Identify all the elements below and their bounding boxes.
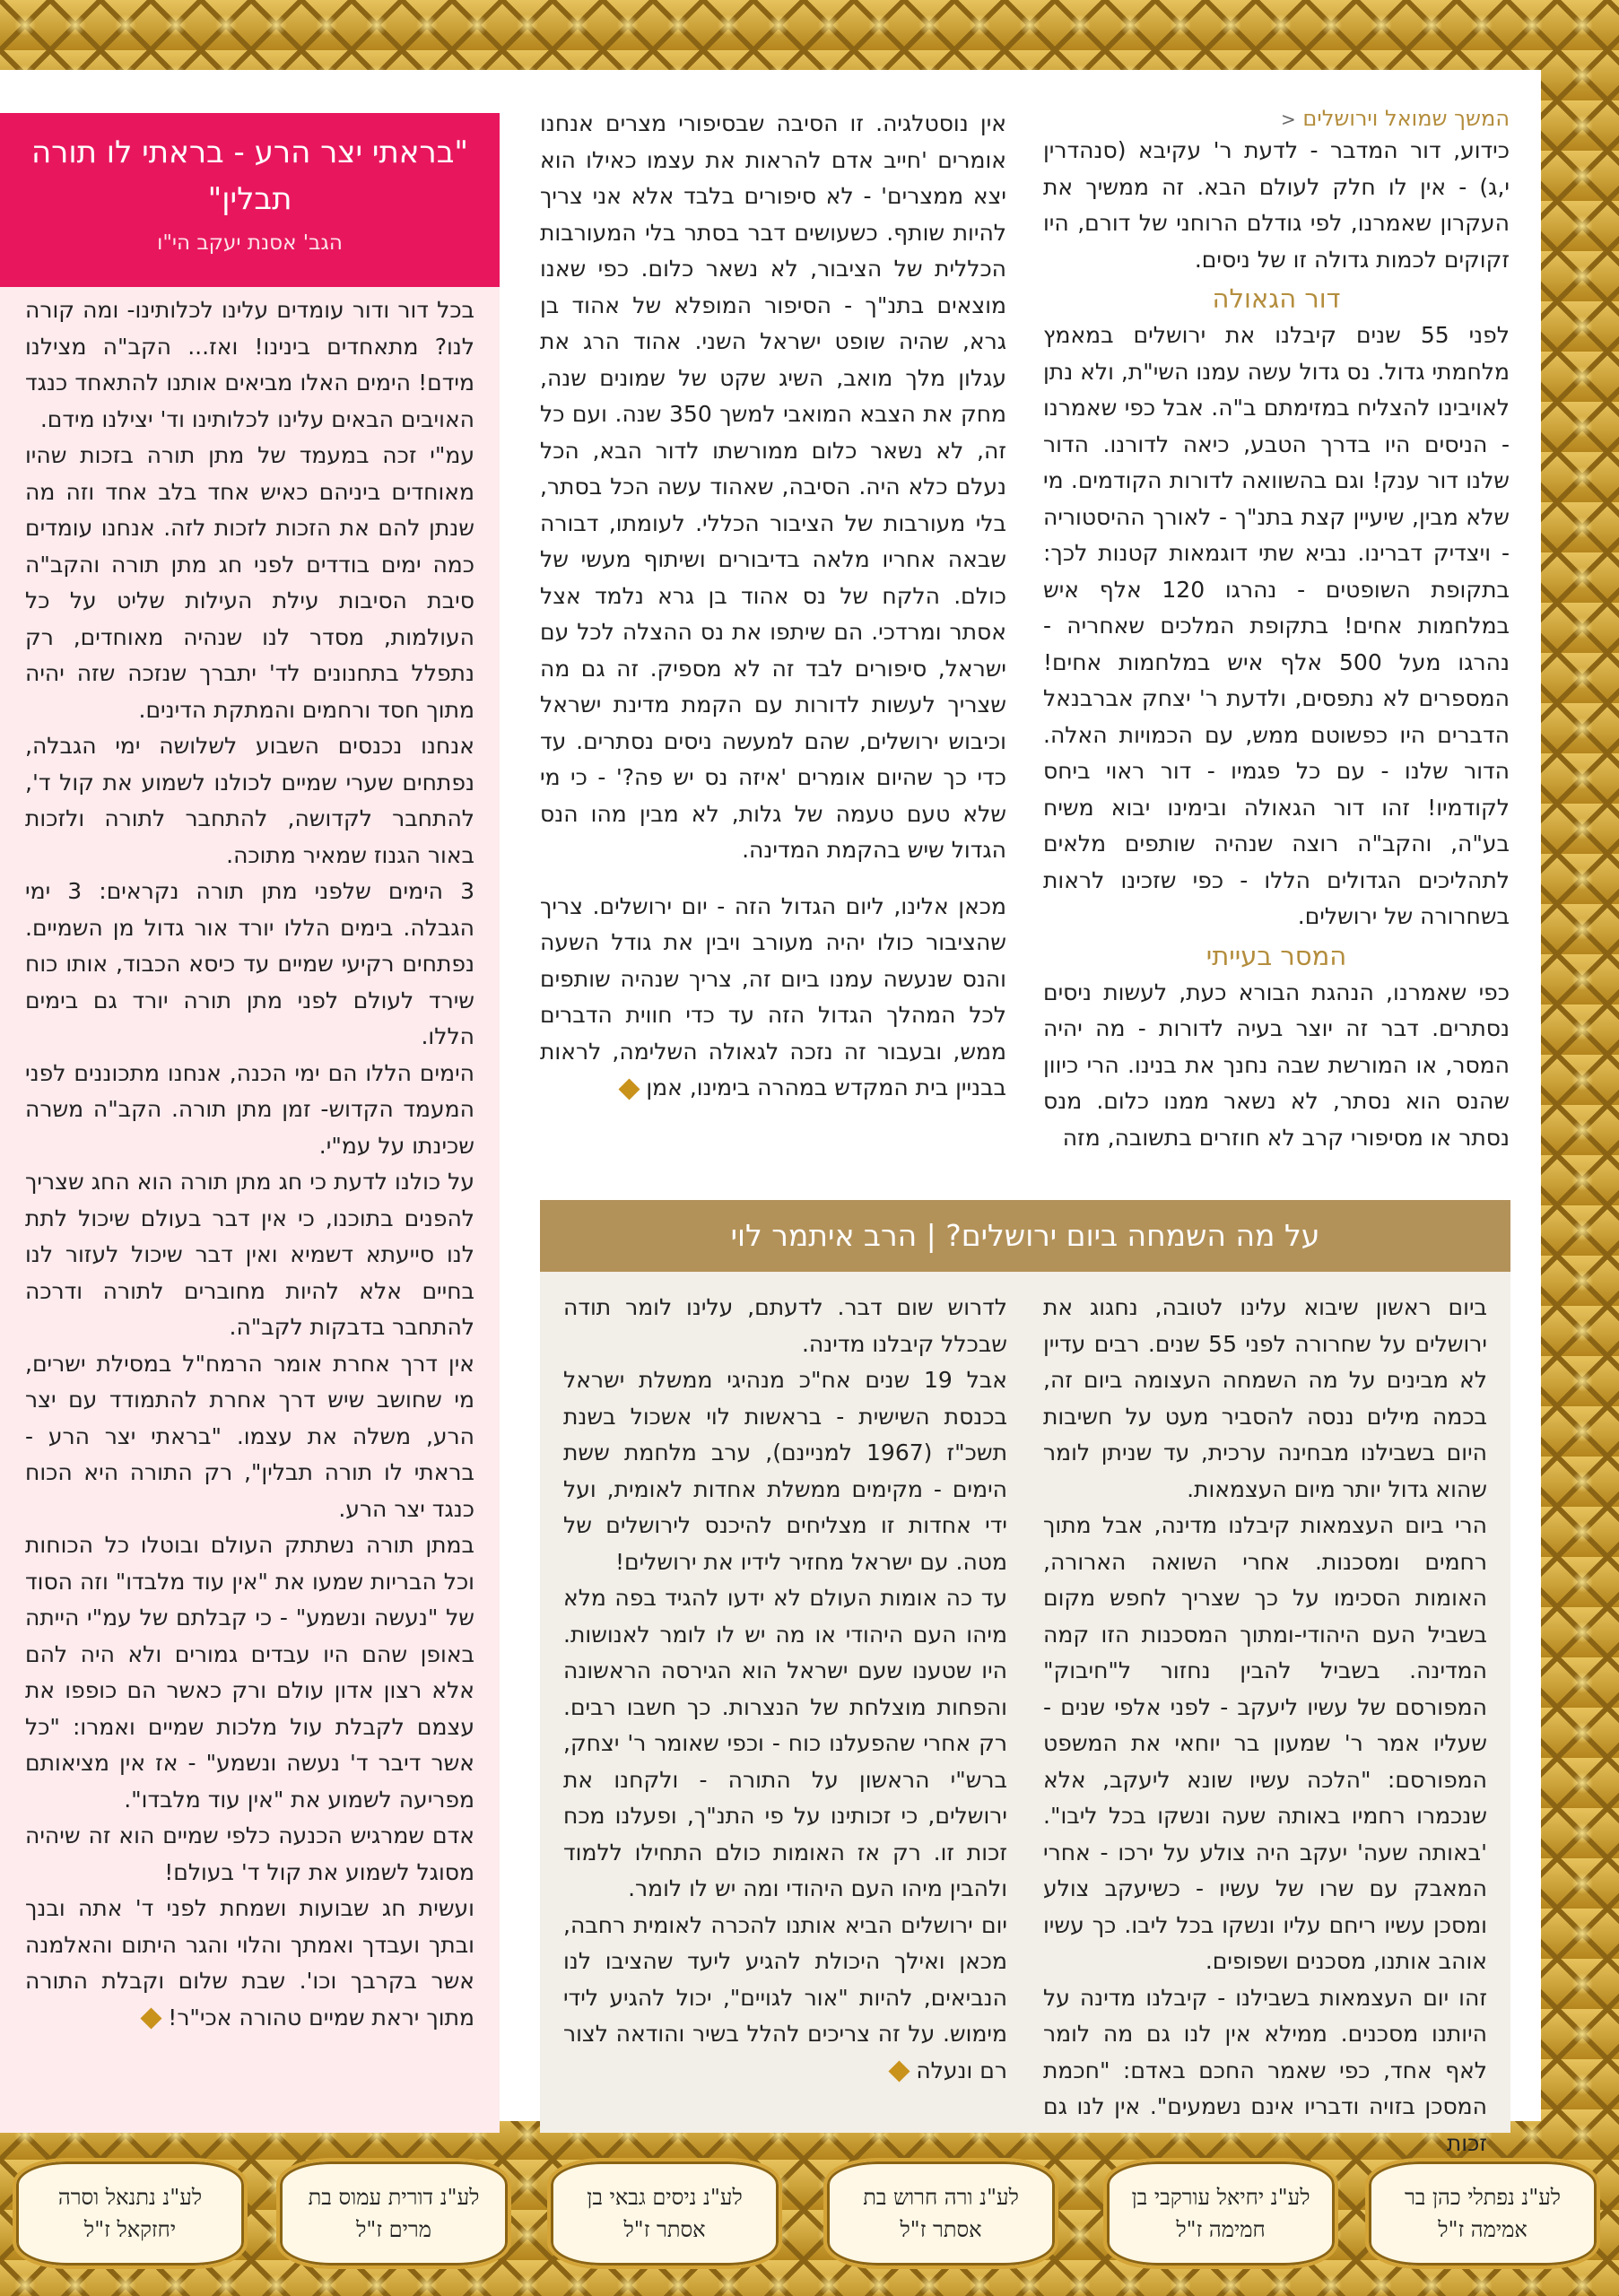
box-paragraph: ביום ראשון שיבוא עלינו לטובה, נחגוג את ירושלים על שחרורה לפני 55 שנים. רבים עדיין לא מבינים על מה השמחה העצומה ביום זה, בכמה מילים ננסה להסביר מעט על חשיבות היום בשבילנו מבחינה ערכית, עד שניתן לומר שהוא גדול יותר מיום העצמאות. הרי ביום העצמאות קיבלנו מדינה, אבל מתוך רחמים ומסכנות. אחרי השואה הארורה, האומות הסכימו על כך שצריך לחפש מקום בשביל העם היהודי-ומתוך המסכנות הזו קמה המדינה. בשביל להבין נחזור ל"חיבוק" המפורסם של עשיו ליעקב - לפני אלפי שנים - שעליו אמר ר' שמעון בר יוחאי את המשפט המפורסם: "הלכה עשיו שונא ליעקב, אלא שנכמרו רחמיו באותה שעה ונשקו בכל ליבו". 'באותה שעה' יעקב היה צולע על ירכו - אחרי המאבק עם שרו של עשיו - כשיעקב צולע ומסכן עשיו ריחם עליו ונשקו בכל ליבו. כך עשיו אוהב אותנו, מסכנים ושפופים. זהו יום העצמאות בשבילנו - קיבלנו מדינה על היותנו מסכנים. ממילא אין לנו גם מה לומר לאף אחד, כפי שאמר החכם באדם: "חכמת המסכן בזויה ודבריו אינם נשמעים". אין לנו גם זכות: [1043, 1294, 1487, 2156]
continued-label: [1043, 106, 1510, 131]
article-paragraph: כפי שאמרנו, הנהגת הבורא כעת, לעשות ניסים נסתרים. דבר זה יוצר בעיה לדורות - מה יהיה המסר, או המורשת שבה נחנך את בנינו. הרי כיוון שהנס הוא נסתר, לא נשאר ממנו כלום. מנס נסתר או מסיפורי קרב לא חוזרים בתשובה, מזה: [1043, 978, 1510, 1151]
memorial-plaque: לע"נ ניסים גבאי בן אסתר ז"ל: [547, 2158, 782, 2269]
box-article: [540, 1200, 1510, 2156]
memorial-plaque: לע"נ נתנאל וסרה יחזקאל ז"ל: [13, 2158, 248, 2269]
middle-column: [540, 106, 1006, 1107]
box-right-column: [1043, 1290, 1487, 2161]
section-heading: המסר בעייתי: [1206, 940, 1347, 971]
left-article-body-wrap: [25, 292, 474, 2036]
box-left-column: [563, 1290, 1007, 2089]
memorial-plaque: לע"נ ורה חרוש בת אסתר ז"ל: [823, 2158, 1058, 2269]
continued-arrow: <: [1281, 109, 1296, 130]
end-diamond-icon: [619, 1078, 640, 1100]
end-diamond-icon: [889, 2060, 910, 2082]
memorial-plaque: לע"נ נפתלי כהן בר אמימה ז"ל: [1365, 2158, 1600, 2269]
left-article-panel: [0, 113, 500, 2133]
end-diamond-icon: [141, 2007, 162, 2029]
article-paragraph: כידוע, דור המדבר - לדעת ר' עקיבא (סנהדרין י,ג) - אין לו חלק לעולם הבא. זה ממשיך את העקרון שאמרנו, לפי גודלם הרוחני של דורם, היו זקוקים לכמות גדולה זו של ניסים.: [1043, 137, 1510, 273]
article-paragraph: [540, 889, 1006, 1107]
memorial-plaque: לע"נ יחיאל עורקבי בן חמימה ז"ל: [1103, 2158, 1338, 2269]
continued-text: המשך שמואל וירושלים: [1302, 106, 1510, 131]
box-article-title: על מה השמחה ביום ירושלים? | הרב איתמר לוי: [540, 1200, 1510, 1272]
memorial-plaque: לע"נ דורית עמוס בת מרים ז"ל: [276, 2158, 511, 2269]
memorial-footer: [0, 2126, 1619, 2296]
article-paragraph: לפני 55 שנים קיבלנו את ירושלים במאמץ מלחמתי גדול. נס גדול עשה עמנו השי"ת, ולא נתן לאויבינו להצליח במזימתם ב"ה. אבל כפי שאמרנו - הניסים היו בדרך הטבע, כיאה לדורנו. הדור שלנו דור ענק! וגם בהשוואה לדורות הקודמים. מי שלא מבין, שיעיין קצת בתנ"ך - לאורך ההיסטוריה - ויצדיק דברינו. נביא שתי דוגמאות קטנות לכך: בתקופת השופטים - נהרגו 120 אלף איש במלחמות אחים! בתקופת המלכים שאחריה - נהרגו מעל 500 אלף איש במלחמות אחים! המספרים לא נתפסים, ולדעת ר' יצחק אברבנאל הדברים היו כפשוטם ממש, עם הכמויות האלה. הדור שלנו - עם כל פגמיו - דור ראוי ביחס לקודמיו! זהו דור הגאולה ובימינו יבוא משיח בע"ה, והקב"ה רוצה שנהיה שותפים מלאים לתהליכים הגדולים הללו - כפי שזכינו לראות בשחרורה של ירושלים.: [1043, 322, 1510, 929]
section-heading: דור הגאולה: [1212, 283, 1341, 314]
article-paragraph: אין נוסטלגיה. זו הסיבה שבסיפורי מצרים אנחנו אומרים 'חייב אדם להראות את עצמו כאילו הוא יצא ממצרים' - לא סיפורים בלבד אלא אני צריך להיות שותף. כשעושים דבר בסתר בלי המעורבות הכללית של הציבור, לא נשאר כלום. כפי שאנו מוצאים בתנ"ך - הסיפור המופלא של אהוד בן גרא, שהיה שופט ישראל השני. אהוד הרג את עגלון מלך מואב, השיג שקט של שמונים שנה, מחק את הצבא המואבי למשך 350 שנה. ועם כל זה, לא נשאר כלום ממורשתו לדור הבא, הכל נעלם כלא היה. הסיבה, שאהוד עשה הכל בסתר, בלי מעורבות של הציבור הכללי. לעומתו, דבורה שבאה אחריו מלאה בדיבורים ושיתוף מעשי של כולם. הלקח של נס אהוד בן גרא נלמד אצל אסתר ומרדכי. הם שיתפו את נס ההצלה לכל עם ישראל, סיפורים לבד זה לא מספיק. זה גם מה שצריך לעשות לדורות עם הקמת מדינת ישראל וכיבוש ירושלים, שהם למעשה ניסים נסתרים. עד כדי כך שהיום אומרים 'איזה נס יש פה?' - כי מי שלא טעם טעמה של גלות, לא מבין מהו הנס הגדול שיש בהקמת המדינה.: [540, 110, 1007, 863]
left-article-body: [25, 292, 474, 2036]
right-column: [1043, 106, 1510, 1156]
left-article-author: הגב' אסנת יעקב הי"ו: [157, 231, 343, 255]
box-left-text: לדרוש שום דבר. לדעתם, עלינו לומר תודה שבכלל קיבלנו מדינה. אבל 19 שנים אח"כ מנהיגי ממשלת ישראל בכנסת השישית - בראשות לוי אשכול בשנת תשכ"ז (1967 למניינם), ערב מלחמת ששת הימים - מקימים ממשלת אחדות לאומית, ועל ידי אחדות זו מצליחים להיכנס לירושלים של מטה. עם ישראל מחזיר לידיו את ירושלים! עד כה אומות העולם לא ידעו להגיד בפה מלא מיהו העם היהודי או מה יש לו לומר לאנושות. היו שטענו שעם ישראל הוא הגירסה הראשונה והפחות מוצלחת של הנצרות. כך חשבו רבים. רק אחרי שהפעלנו כוח - וכפי שאומר ר' יצחק, ברש"י הראשון על התורה - ולקחנו את ירושלים, כי זכותינו על פי התנ"ך, ופעלנו מכח זכות זו. רק אז האומות כולם התחילו ללמוד ולהבין מיהו העם היהודי ומה יש לו לומר. יום ירושלים הביא אותנו להכרה לאומית רחבה, מכאן ואילך היכולת להגיע ליעד שהציבו לנו הנביאים, להיות "אור לגויים", יכול להגיע לידי מימוש. על זה צריכים להלל בשיר והודאה לצור רם ונעלה: [563, 1294, 1008, 2083]
left-article-title: "בראתי יצר הרע - בראתי לו תורה תבלין": [30, 135, 469, 217]
page: [0, 70, 1541, 2156]
left-article-header: [0, 113, 500, 287]
left-article-text: בכל דור ודור עומדים עלינו לכלותינו- ומה קורה לנו? מתאחדים בינינו! ואז... הקב"ה מצילנו מידם! הימים האלו מביאים אותנו להתאחד כנגד האויבים הבאים עלינו לכלותינו וד' יצילנו מידם. עמ"י זכה במעמד של מתן תורה בזכות שהיו מאוחדים ביניהם כאיש אחד בלב אחד וזה מה שנתן להם את הזכות לזכות לזה. אנחנו עומדים כמה ימים בודדים לפני חג מתן תורה והקב"ה סיבת הסיבות עילת העילות שליט על כל העולמות, מסדר לנו שנהיה מאוחדים, רק נתפלל בתחנונים לד' יתברך שנזכה שזה יהיה מתוך חסד ורחמים והמתקת הדינים. אנחנו נכנסים השבוע לשלושה ימי הגבלה, נפתחים שערי שמיים לכולנו לשמוע את קול ד', להתחבר לקדושה, להתחבר לתורה ולזכות באור הגנוז שמאיר מתוכה. 3 הימים שלפני מתן תורה נקראים: 3 ימי הגבלה. בימים הללו יורד אור גדול מן השמיים. נפתחים רקיעי שמיים עד כיסא הכבוד, אותו כוח שירד לעולם לפני מתן תורה יורד גם בימים הללו. הימים הללו הם ימי הכנה, אנחנו מתכוננים לפני המעמד הקדוש- זמן מתן תורה. הקב"ה משרה שכינתו על עמ"י. על כולנו לדעת כי חג מתן תורה הוא החג שצריך להפנים בתוכנו, כי אין דבר בעולם שיכול לתת לנו סייעתא דשמיא ואין דבר שיכול לעזור לנו בחיים אלא להיות מחוברים לתורה ודרכה להתחבר בדבקות לקב"ה. אין דרך אחרת אומר הרמח"ל במסילת ישרים, מי שחושב שיש דרך אחרת להתמודד עם יצר הרע, משלה את עצמו. "בראתי יצר הרע - בראתי לו תורה תבלין", רק התורה היא הכוח כנגד יצר הרע. במתן תורה נשתתק העולם ובוטלו כל הכוחות וכל הבריות שמעו את "אין עוד מלבדו" וזה הסוד של "נעשה ונשמע" - כי קבלתם של עמ"י הייתה באופן שהם היו עבדים גמורים ולא היה להם אלא רצון אדון עולם ורק כאשר הם כופפו את עצמם לקבלת עול מלכות שמיים ואמרו: "כל אשר דיבר ד' נעשה ונשמע" - אז אין מציאותם מפריעה לשמוע את "אין עוד מלבדו". אדם שמרגיש הכנעה כלפי שמיים הוא זה שיהיה מסוגל לשמוע את קול ד' בעולם! ועשית חג שבועות ושמחת לפני ד' אתה ובנך ובתך ועבדך ואמתך והלוי והגר היתום והאלמנה אשר בקרבך וכו'. שבת שלום וקבלת התורה מתוך יראת שמיים טהורה אכי"ר!: [25, 297, 474, 2031]
box-paragraph: [563, 1290, 1007, 2089]
closing-paragraph: מכאן אלינו, ליום הגדול הזה - יום ירושלים. צריך שהציבור כולו יהיה מעורב ויבין את גודל השעה והנס שנעשה עמנו ביום זה, צריך שנהיה שותפים לכל המהלך הגדול הזה עד כדי חווית הדברים ממש, ובעבור זה נזכה לגאולה השלימה, לראות בבניין בית המקדש במהרה בימינו, אמן: [540, 892, 1006, 1100]
